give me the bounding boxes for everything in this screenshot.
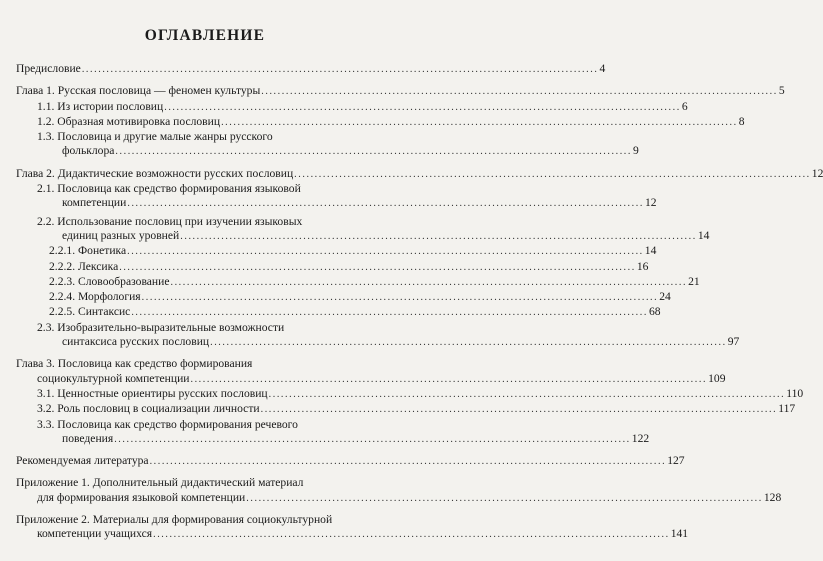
- toc-entry-appendix-2: [16, 513, 689, 543]
- toc-entry-text: Глава 2. Дидактические возможности русских пословиц: [16, 166, 294, 180]
- toc-entry-section-2-3: [16, 320, 740, 351]
- toc-entry-text-line1: Глава 3. Пословица как средство формирования: [16, 357, 253, 371]
- toc-page-number: 68: [648, 305, 661, 319]
- toc-entry-preface: [16, 62, 606, 77]
- toc-entry-text-line2: компетенции: [62, 196, 127, 210]
- toc-entry-text-line2: фольклора: [62, 144, 115, 158]
- leader-dots: ..............................................................................................................................: [260, 404, 778, 416]
- leader-dots: ..............................................................................................................................: [268, 388, 786, 400]
- toc-entry-text-line1: 2.1. Пословица как средство формирования языковой: [37, 182, 301, 196]
- leader-dots: ..............................................................................................................................: [261, 86, 778, 98]
- toc-entry-text: 2.2.3. Словообразование: [49, 274, 170, 288]
- leader-dots: ..............................................................................................................................: [81, 64, 599, 75]
- toc-page-number: 14: [644, 244, 657, 258]
- toc-page-number: 8: [738, 114, 745, 128]
- toc-page-number: 12: [811, 166, 823, 180]
- leader-dots: ..............................................................................................................................: [114, 433, 631, 445]
- leader-dots: ..............................................................................................................................: [127, 246, 644, 258]
- toc-entry-section-1-3: [16, 130, 639, 160]
- toc-page-number: 14: [697, 228, 710, 242]
- toc-entry-text: 2.2.2. Лексика: [49, 259, 119, 273]
- toc-entry-chapter-1: [16, 84, 785, 99]
- toc-entry-appendix-1: [16, 476, 782, 506]
- toc-entry-section-1-1: [16, 99, 688, 115]
- toc-entry-text-line1: 1.3. Пословица и другие малые жанры русского: [37, 130, 273, 144]
- toc-entry-subsection-2-2-1: [16, 244, 657, 259]
- leader-dots: ..............................................................................................................................: [115, 146, 632, 158]
- toc-page-number: 21: [688, 274, 700, 288]
- leader-dots: ..............................................................................................................................: [246, 492, 763, 504]
- toc-entry-text: Рекомендуемая литература: [16, 454, 149, 468]
- toc-entry-section-2-2: [16, 214, 710, 245]
- toc-page-number: 5: [778, 84, 785, 98]
- toc-entry-text: 1.1. Из истории пословиц: [37, 99, 164, 113]
- toc-page-number: 109: [708, 371, 726, 385]
- toc-entry-text-line2: социокультурной компетенции: [37, 371, 190, 385]
- toc-entry-section-3-3: [16, 417, 650, 448]
- toc-entry-section-1-2: [16, 114, 745, 130]
- toc-entry-text: 3.2. Роль пословиц в социализации личности: [37, 402, 260, 416]
- toc-entry-text-line2: единиц разных уровней: [62, 228, 180, 242]
- toc-page-number: 110: [786, 386, 804, 400]
- leader-dots: ..............................................................................................................................: [190, 373, 708, 385]
- leader-dots: ..............................................................................................................................: [153, 529, 670, 541]
- toc-entry-text-line1: 2.2. Использование пословиц при изучении языковых: [37, 214, 303, 228]
- toc-entry-text-line1: 2.3. Изобразительно-выразительные возможности: [37, 320, 285, 334]
- page-title: ОГЛАВЛЕНИЕ: [144, 27, 266, 44]
- leader-dots: ..............................................................................................................................: [149, 456, 667, 468]
- toc-page-number: 141: [670, 527, 689, 541]
- leader-dots: ..............................................................................................................................: [164, 101, 681, 113]
- toc-page-number: 4: [599, 62, 606, 75]
- toc-entry-text: Предисловие: [16, 62, 81, 75]
- leader-dots: ..............................................................................................................................: [119, 261, 636, 273]
- toc-page-number: 9: [633, 144, 639, 158]
- toc-entry-subsection-2-2-4: [16, 290, 671, 305]
- leader-dots: ..............................................................................................................................: [141, 292, 659, 304]
- toc-page-number: 127: [667, 454, 685, 468]
- toc-page-number: 122: [631, 431, 650, 445]
- toc-page-number: 117: [778, 402, 796, 416]
- table-of-contents: [16, 62, 823, 543]
- leader-dots: ..............................................................................................................................: [294, 168, 811, 180]
- toc-entry-text: 1.2. Образная мотивировка пословиц: [37, 114, 221, 128]
- toc-entry-text-line2: компетенции учащихся: [37, 527, 153, 541]
- toc-page-number: 6: [681, 99, 688, 113]
- toc-page-number: 128: [763, 490, 782, 504]
- toc-entry-text: Глава 1. Русская пословица — феномен культуры: [16, 84, 261, 98]
- leader-dots: ..............................................................................................................................: [210, 337, 727, 349]
- leader-dots: ..............................................................................................................................: [127, 198, 644, 210]
- toc-entry-subsection-2-2-2: [16, 259, 649, 275]
- toc-entry-text: 2.2.4. Морфология: [49, 290, 141, 304]
- leader-dots: ..............................................................................................................................: [131, 307, 648, 319]
- toc-page-number: 12: [644, 196, 657, 210]
- toc-entry-text-line1: 3.3. Пословица как средство формирования речевого: [37, 417, 298, 431]
- toc-entry-text-line2: для формирования языковой компетенции: [37, 490, 246, 504]
- leader-dots: ..............................................................................................................................: [180, 230, 697, 242]
- leader-dots: ..............................................................................................................................: [221, 116, 738, 128]
- toc-entry-subsection-2-2-3: [16, 274, 700, 290]
- toc-entry-text-line1: Приложение 1. Дополнительный дидактический материал: [16, 476, 304, 490]
- toc-entry-chapter-2: [16, 166, 823, 182]
- toc-entry-chapter-3: [16, 357, 726, 387]
- toc-entry-text: 2.2.1. Фонетика: [49, 244, 127, 258]
- toc-entry-section-3-2: [16, 402, 796, 417]
- toc-entry-subsection-2-2-5: [16, 305, 661, 320]
- toc-page-number: 16: [636, 259, 649, 273]
- toc-entry-text-line2: синтаксиса русских пословиц: [62, 335, 210, 349]
- toc-page-number: 97: [727, 335, 740, 349]
- toc-entry-section-2-1: [16, 182, 657, 212]
- toc-page-number: 24: [659, 290, 671, 304]
- toc-entry-text: 2.2.5. Синтаксис: [49, 305, 131, 319]
- leader-dots: ..............................................................................................................................: [170, 276, 688, 288]
- toc-entry-text-line1: Приложение 2. Материалы для формирования социокультурной: [16, 513, 333, 527]
- toc-entry-text: 3.1. Ценностные ориентиры русских пословиц: [37, 386, 268, 400]
- toc-entry-text-line2: поведения: [62, 431, 114, 445]
- toc-entry-references: [16, 454, 685, 469]
- toc-entry-section-3-1: [16, 386, 804, 402]
